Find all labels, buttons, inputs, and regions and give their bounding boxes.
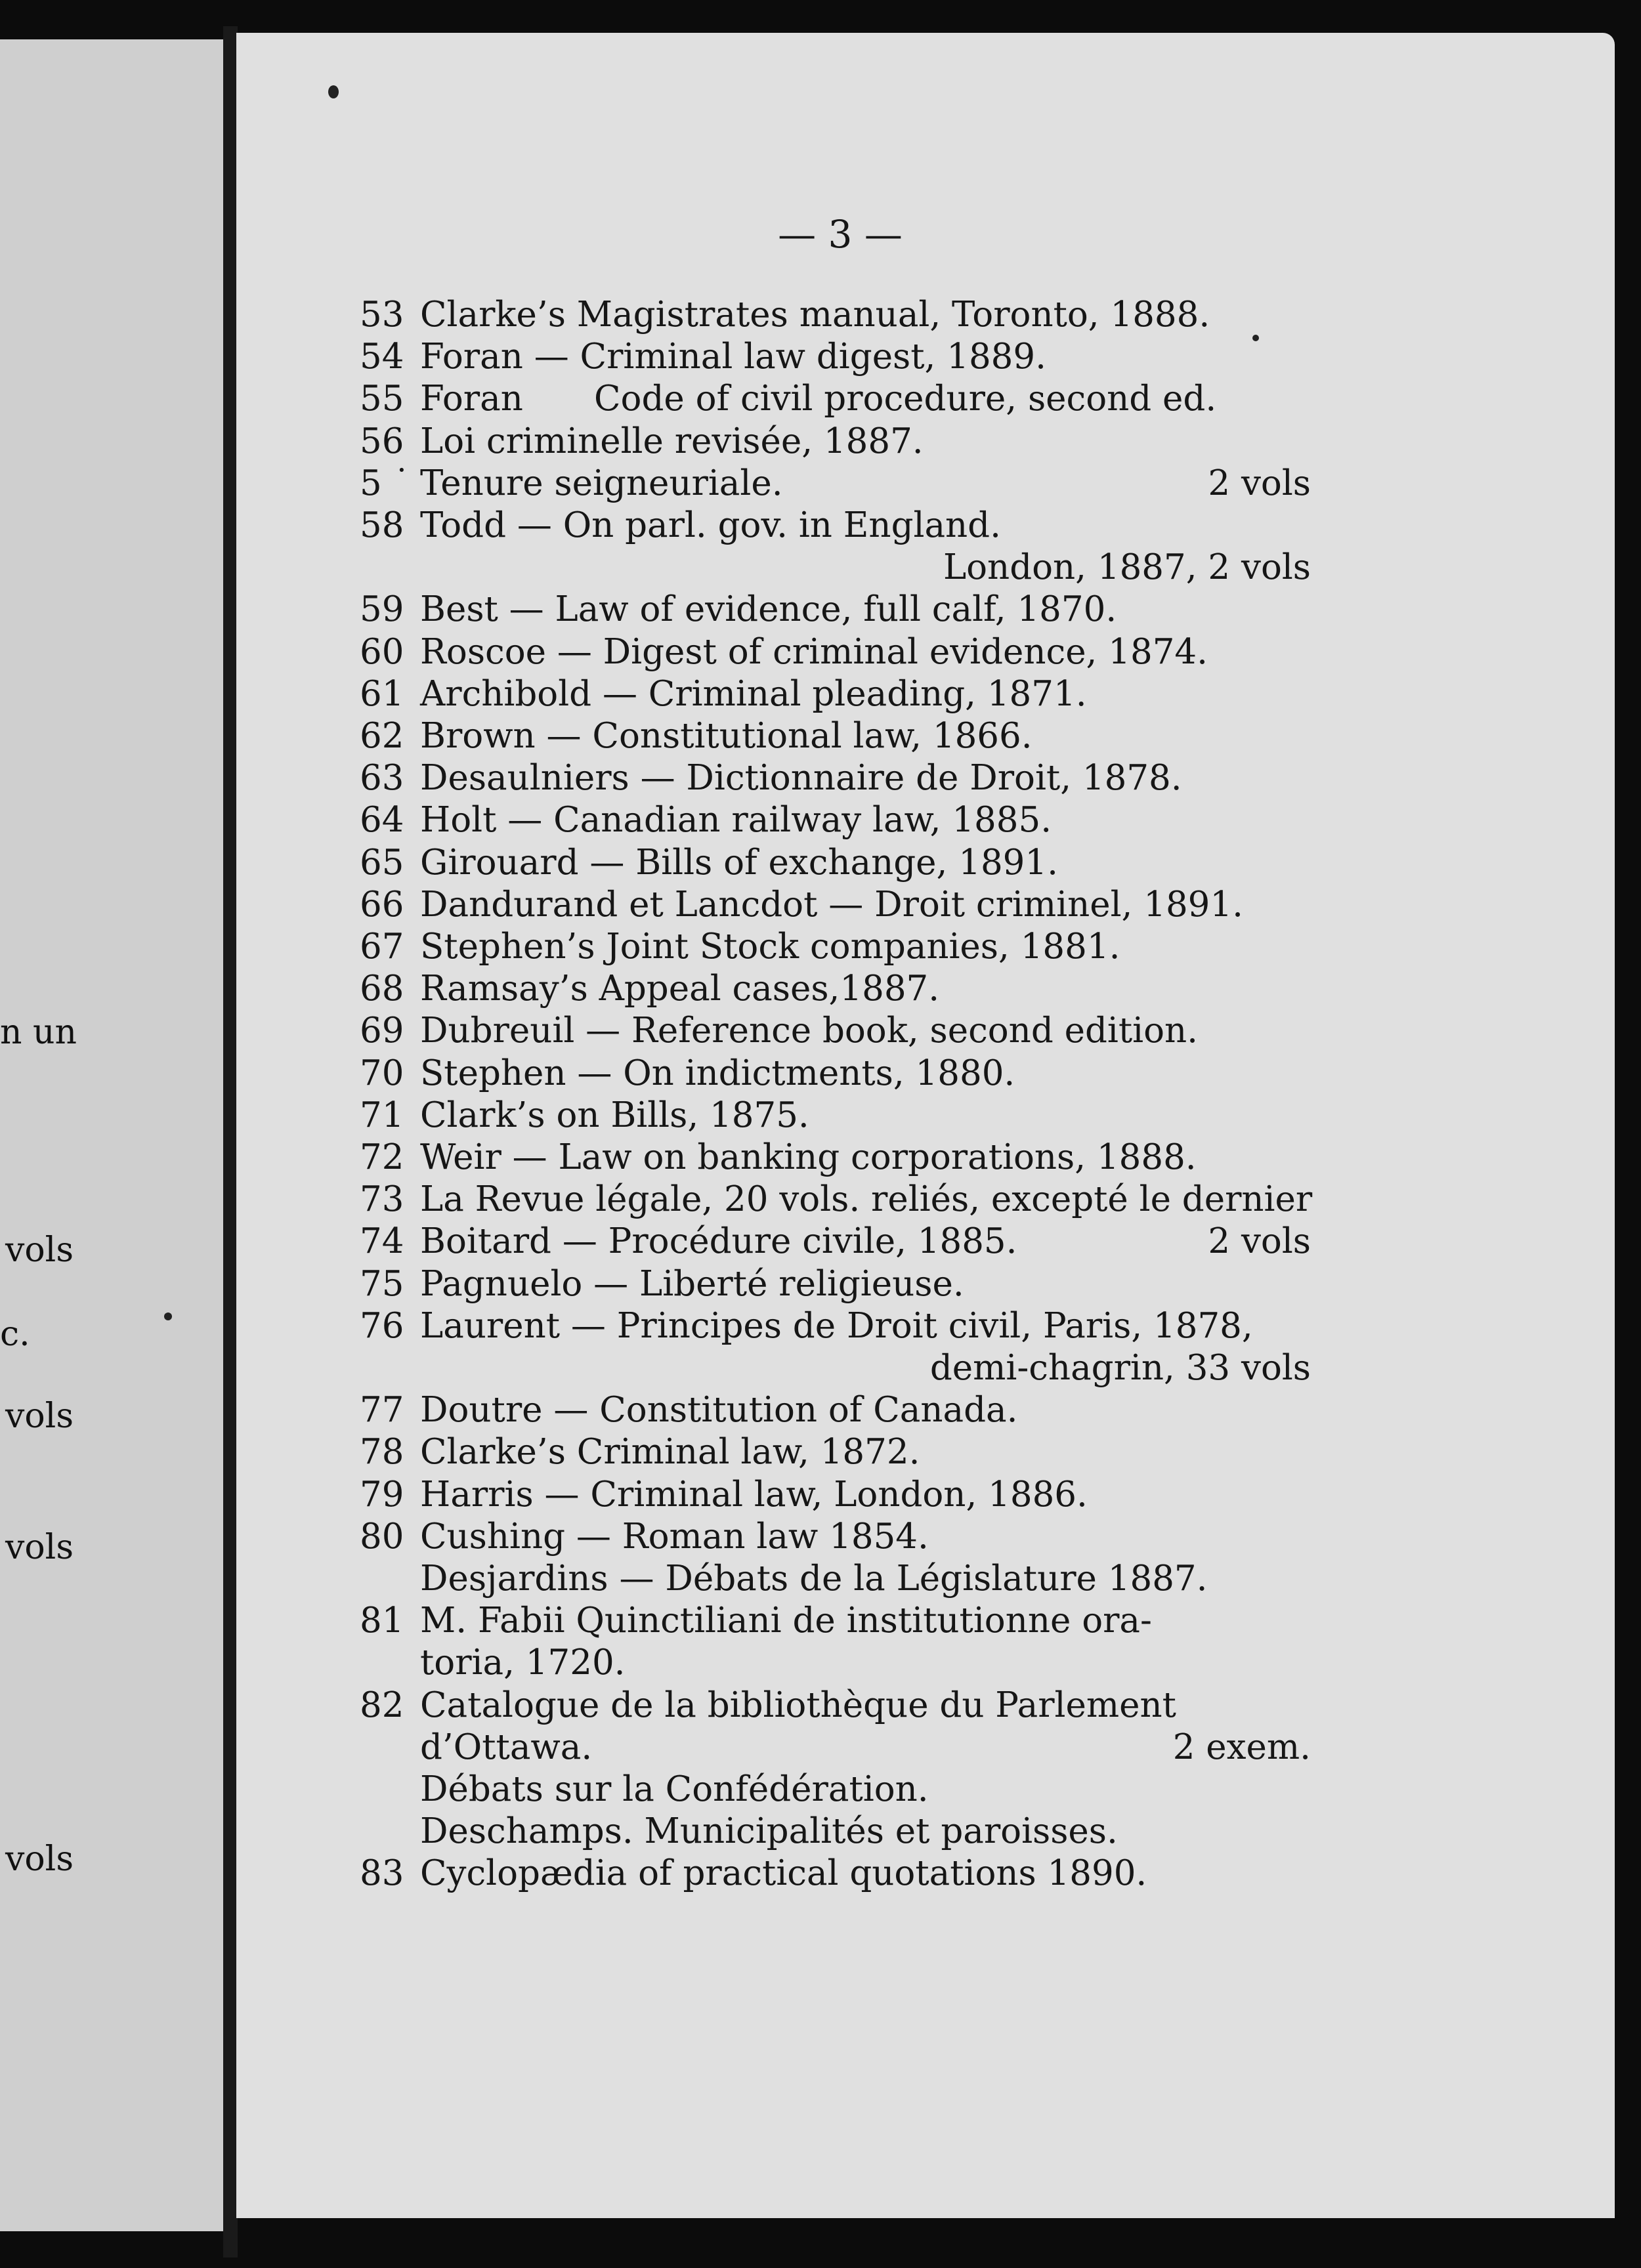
entry-volume-note: demi-chagrin, 33 vols xyxy=(929,1348,1311,1388)
entry-number: 76 xyxy=(360,1305,404,1346)
entry-number: 54 xyxy=(360,337,404,377)
entry-title: Clarke’s Magistrates manual, Toronto, 1888. xyxy=(420,295,1210,335)
entry-title: Todd — On parl. gov. in England. xyxy=(420,505,1001,545)
entry-title: Cyclopædia of practical quotations 1890. xyxy=(420,1853,1147,1894)
catalogue-entry xyxy=(0,505,1641,547)
entry-title: Pagnuelo — Liberté religieuse. xyxy=(420,1263,964,1304)
entry-number: 62 xyxy=(360,716,404,756)
entry-title: Laurent — Principes de Droit civil, Paris, 1878, xyxy=(420,1305,1253,1346)
entry-title: Foran xyxy=(420,379,523,419)
catalogue-entry xyxy=(0,1179,1641,1221)
catalogue-entry xyxy=(0,1642,1641,1684)
entry-number: 74 xyxy=(360,1221,404,1262)
catalogue-entry xyxy=(0,589,1641,631)
page-number: — 3 — xyxy=(778,212,903,257)
entry-title: d’Ottawa. xyxy=(420,1727,593,1767)
entry-title: Doutre — Constitution of Canada. xyxy=(420,1390,1018,1431)
entry-number: 72 xyxy=(360,1137,404,1177)
entry-number: 66 xyxy=(360,884,404,925)
entry-title: M. Fabii Quinctiliani de institutionne ora- xyxy=(420,1601,1152,1641)
entry-title: Stephen’s Joint Stock companies, 1881. xyxy=(420,927,1120,967)
catalogue-entry xyxy=(0,1137,1641,1179)
catalogue-entry xyxy=(0,1769,1641,1811)
entry-number: 78 xyxy=(360,1432,404,1473)
entry-title: Best — Law of evidence, full calf, 1870. xyxy=(420,589,1117,630)
entry-title: Desjardins — Débats de la Législature 1887. xyxy=(420,1559,1208,1599)
catalogue-entry xyxy=(0,1010,1641,1052)
catalogue-entry xyxy=(0,1727,1641,1769)
catalogue-entry xyxy=(0,1305,1641,1347)
catalogue-entry xyxy=(0,1685,1641,1727)
catalogue-entry xyxy=(0,799,1641,841)
entry-title: Holt — Canadian railway law, 1885. xyxy=(420,800,1052,841)
catalogue-entry xyxy=(0,673,1641,715)
entry-title: Stephen — On indictments, 1880. xyxy=(420,1053,1015,1093)
facing-page-fragment: c. xyxy=(0,1314,30,1354)
catalogue-entry xyxy=(0,1600,1641,1642)
catalogue-entry xyxy=(0,968,1641,1010)
entry-number: 5 ˙ xyxy=(360,463,411,503)
entry-volume-note: 2 exem. xyxy=(1172,1727,1311,1767)
entry-title: Desaulniers — Dictionnaire de Droit, 1878. xyxy=(420,758,1182,799)
catalogue-entry xyxy=(0,1347,1641,1389)
catalogue-entry xyxy=(0,1221,1641,1263)
facing-page-fragment: vols xyxy=(5,1528,74,1567)
entry-title: Cushing — Roman law 1854. xyxy=(420,1516,929,1557)
catalogue-entry xyxy=(0,631,1641,673)
entry-number: 77 xyxy=(360,1390,404,1431)
entry-number: 75 xyxy=(360,1263,404,1304)
entry-number: 56 xyxy=(360,421,404,461)
catalogue-entry xyxy=(0,1474,1641,1516)
catalogue-entry xyxy=(0,1811,1641,1853)
catalogue-entry xyxy=(0,884,1641,926)
entry-number: 70 xyxy=(360,1053,404,1093)
entry-title: Débats sur la Confédération. xyxy=(420,1769,929,1809)
entry-number: 68 xyxy=(360,969,404,1009)
entry-number: 61 xyxy=(360,673,404,714)
entry-number: 67 xyxy=(360,927,404,967)
entry-title: Ramsay’s Appeal cases,1887. xyxy=(420,969,940,1009)
entry-volume-note: 2 vols xyxy=(1208,463,1311,503)
entry-number: 65 xyxy=(360,842,404,883)
facing-page-fragment: vols xyxy=(5,1839,74,1879)
catalogue-entry xyxy=(0,1853,1641,1895)
entry-number: 64 xyxy=(360,800,404,841)
entry-title-continued: Code of civil procedure, second ed. xyxy=(594,379,1217,419)
entry-title: Clarke’s Criminal law, 1872. xyxy=(420,1432,920,1473)
catalogue-entry xyxy=(0,1095,1641,1137)
entry-title: Dubreuil — Reference book, second edition. xyxy=(420,1011,1198,1051)
entry-number: 82 xyxy=(360,1685,404,1725)
catalogue-entry xyxy=(0,294,1641,336)
entry-volume-note: London, 1887, 2 vols xyxy=(943,547,1311,588)
catalogue-entry xyxy=(0,378,1641,420)
entry-title: toria, 1720. xyxy=(420,1643,626,1683)
entry-number: 53 xyxy=(360,295,404,335)
ink-speck xyxy=(328,85,339,98)
entry-title: Catalogue de la bibliothèque du Parlement xyxy=(420,1685,1176,1725)
catalogue-entry xyxy=(0,421,1641,463)
entry-title: Dandurand et Lancdot — Droit criminel, 1891. xyxy=(420,884,1243,925)
catalogue-entry xyxy=(0,842,1641,884)
entry-title: Roscoe — Digest of criminal evidence, 1874. xyxy=(420,631,1208,672)
entry-title: Deschamps. Municipalités et paroisses. xyxy=(420,1811,1118,1852)
catalogue-entry xyxy=(0,1558,1641,1600)
entry-number: 60 xyxy=(360,631,404,672)
catalogue-entry xyxy=(0,757,1641,799)
entry-title: Tenure seigneuriale. xyxy=(420,463,783,503)
entry-title: Foran — Criminal law digest, 1889. xyxy=(420,337,1046,377)
entry-number: 69 xyxy=(360,1011,404,1051)
catalogue-entry xyxy=(0,547,1641,589)
entry-number: 81 xyxy=(360,1601,404,1641)
entry-number: 63 xyxy=(360,758,404,799)
entry-number: 83 xyxy=(360,1853,404,1894)
entry-number: 80 xyxy=(360,1516,404,1557)
catalogue-entry xyxy=(0,715,1641,757)
entry-title: Weir — Law on banking corporations, 1888. xyxy=(420,1137,1197,1177)
catalogue-entry xyxy=(0,1263,1641,1305)
catalogue-entry xyxy=(0,1431,1641,1473)
entry-title: Clark’s on Bills, 1875. xyxy=(420,1095,809,1135)
entry-volume-note: 2 vols xyxy=(1208,1221,1311,1262)
entry-number: 58 xyxy=(360,505,404,545)
catalogue-entry xyxy=(0,1516,1641,1558)
entry-title: Brown — Constitutional law, 1866. xyxy=(420,716,1033,756)
entry-title: Girouard — Bills of exchange, 1891. xyxy=(420,842,1058,883)
entry-title: Loi criminelle revisée, 1887. xyxy=(420,421,924,461)
entry-number: 73 xyxy=(360,1179,404,1220)
facing-page-fragment: n un xyxy=(0,1013,77,1052)
catalogue-entry xyxy=(0,1053,1641,1095)
entry-number: 71 xyxy=(360,1095,404,1135)
catalogue-entry xyxy=(0,463,1641,505)
catalogue-entry xyxy=(0,926,1641,968)
entry-number: 79 xyxy=(360,1474,404,1515)
entry-title: Boitard — Procédure civile, 1885. xyxy=(420,1221,1017,1262)
entry-number: 59 xyxy=(360,589,404,630)
entry-title: Harris — Criminal law, London, 1886. xyxy=(420,1474,1088,1515)
catalogue-entry xyxy=(0,1389,1641,1431)
catalogue-entry xyxy=(0,336,1641,378)
entry-title: La Revue légale, 20 vols. reliés, excepté le dernier xyxy=(420,1179,1313,1220)
facing-page-fragment: vols xyxy=(5,1396,74,1436)
entry-number: 55 xyxy=(360,379,404,419)
entry-title: Archibold — Criminal pleading, 1871. xyxy=(420,673,1087,714)
facing-page-fragment: vols xyxy=(5,1230,74,1270)
